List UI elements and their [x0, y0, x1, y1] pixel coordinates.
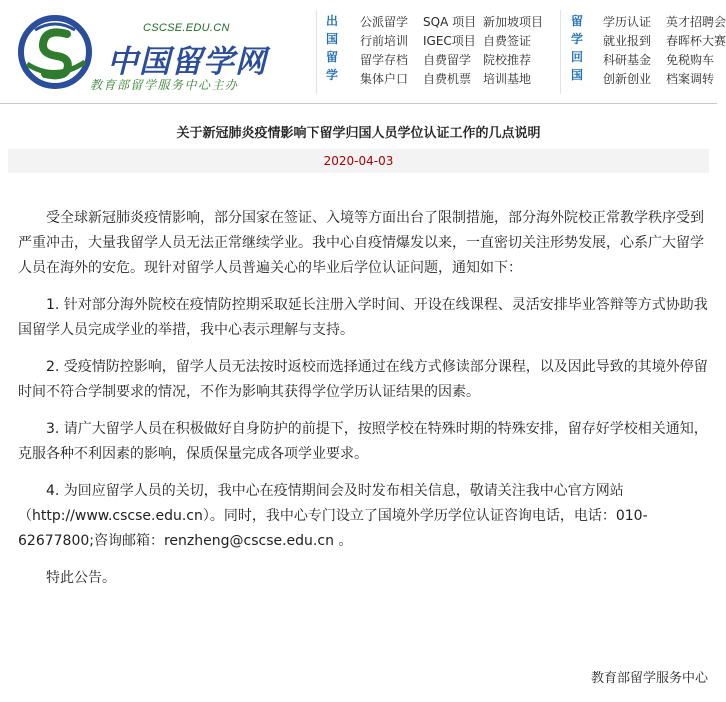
nav-link[interactable]: 新加坡项目	[483, 15, 544, 29]
nav-label-char: 国	[570, 68, 583, 82]
nav-link[interactable]: 就业报到	[603, 34, 652, 48]
nav-column	[603, 13, 651, 89]
nav-column	[360, 13, 408, 89]
nav-link[interactable]: 免税购车	[666, 53, 715, 67]
nav-label-char: 学	[570, 32, 583, 46]
nav-column	[483, 13, 543, 89]
nav-section-label-return	[570, 12, 584, 84]
article-paragraph: 3. 请广大留学人员在积极做好自身防护的前提下，按照学校在特殊时期的特殊安排，留存好学校相关通知，克服各种不利因素的影响，保质保量完成各项学业要求。	[18, 421, 708, 462]
nav-link[interactable]: 院校推荐	[483, 53, 532, 67]
nav-label-char: 留	[325, 50, 338, 64]
nav-link[interactable]: 档案调转	[666, 72, 715, 86]
logo-tagline: 教育部留学服务中心主办	[90, 78, 239, 92]
nav-label-char: 出	[325, 14, 338, 28]
logo-emblem-icon	[15, 12, 95, 92]
article-date: 2020-04-03	[323, 154, 394, 168]
site-logo[interactable]	[15, 10, 295, 96]
logo-domain: CSCSE.EDU.CN	[143, 22, 230, 34]
header-divider	[0, 103, 717, 104]
nav-link[interactable]: 公派留学	[360, 15, 409, 29]
nav-link[interactable]: 科研基金	[603, 53, 652, 67]
nav-link[interactable]: 培训基地	[483, 72, 532, 86]
nav-label-char: 国	[325, 32, 338, 46]
nav-link[interactable]: 自费签证	[483, 34, 532, 48]
nav-label-char: 留	[570, 14, 583, 28]
article-paragraph: 4. 为回应留学人员的关切，我中心在疫情期间会及时发布相关信息，敬请关注我中心官方网站（http://www.cscse.edu.cn）。同时，我中心专门设立了国境外学历学位认证咨询电话，电话：010-62677800;咨询邮箱：renzheng@cscse.edu.cn 。	[18, 483, 648, 549]
article-date-bar	[8, 149, 709, 173]
nav-divider	[560, 10, 561, 94]
article-paragraph: 特此公告。	[46, 570, 116, 586]
nav-link[interactable]: 春晖杯大赛	[666, 34, 726, 48]
nav-divider	[316, 10, 317, 94]
site-header	[0, 0, 726, 103]
nav-link[interactable]: 行前培训	[360, 34, 409, 48]
logo-site-name: 中国留学网	[107, 44, 267, 80]
nav-label-char: 学	[325, 68, 338, 82]
nav-section-label-abroad	[325, 12, 339, 84]
article-paragraph: 1. 针对部分海外院校在疫情防控期采取延长注册入学时间、开设在线课程、灵活安排毕业答辩等方式协助我国留学人员完成学业的举措，我中心表示理解与支持。	[18, 297, 708, 338]
nav-link[interactable]: SQA 项目	[423, 15, 477, 29]
article-paragraph: 受全球新冠肺炎疫情影响，部分国家在签证、入境等方面出台了限制措施，部分海外院校正常教学秩序受到严重冲击，大量我留学人员无法正常继续学业。我中心自疫情爆发以来，一直密切关注形势发展，心系广大留学人员在海外的安危。现针对留学人员普遍关心的毕业后学位认证问题，通知如下：	[18, 210, 704, 276]
article-paragraph: 2. 受疫情防控影响，留学人员无法按时返校而选择通过在线方式修读部分课程，以及因此导致的其境外停留时间不符合学制要求的情况，不作为影响其获得学位学历认证结果的因素。	[18, 359, 708, 400]
nav-link[interactable]: 英才招聘会	[666, 15, 726, 29]
nav-link[interactable]: 留学存档	[360, 53, 409, 67]
nav-link[interactable]: 集体户口	[360, 72, 409, 86]
nav-column	[666, 13, 726, 89]
nav-link[interactable]: 学历认证	[603, 15, 652, 29]
nav-link[interactable]: IGEC项目	[423, 34, 476, 48]
nav-column	[423, 13, 476, 89]
article-title: 关于新冠肺炎疫情影响下留学归国人员学位认证工作的几点说明	[176, 126, 541, 141]
nav-label-char: 回	[570, 50, 583, 64]
nav-link[interactable]: 自费机票	[423, 72, 472, 86]
nav-link[interactable]: 自费留学	[423, 53, 472, 67]
article-body	[18, 206, 708, 603]
article-signature: 教育部留学服务中心	[590, 671, 708, 686]
nav-link[interactable]: 创新创业	[603, 72, 652, 86]
